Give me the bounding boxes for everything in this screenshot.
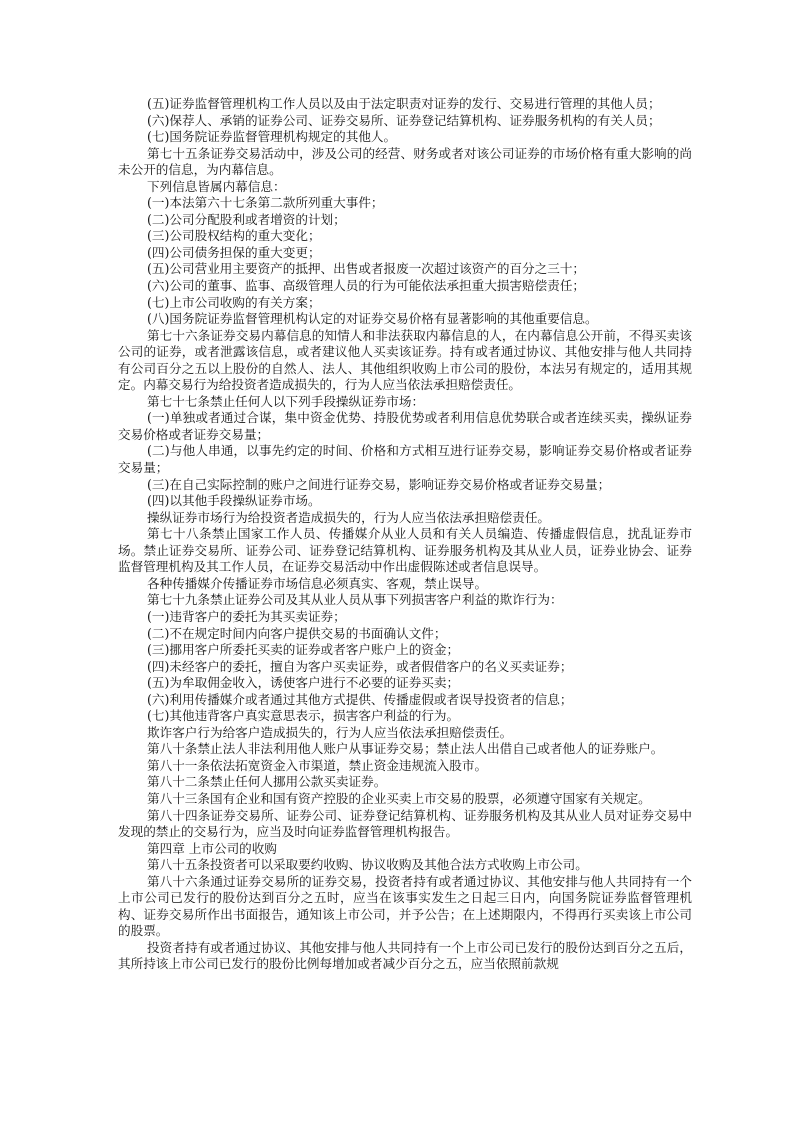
paragraph: 第八十三条国有企业和国有资产控股的企业买卖上市交易的股票，必须遵守国家有关规定。 [147,790,651,806]
paragraph: 投资者持有或者通过协议、其他安排与他人共同持有一个上市公司已发行的股份达到百分之五后，其所持该上市公司已发行的股份比例每增加或者减少百分之五，应当依照前款规 [118,939,692,972]
paragraph: (七)其他违背客户真实意思表示，损害客户利益的行为。 [147,708,460,724]
paragraph: (三)公司股权结构的重大变化； [147,228,321,244]
paragraph: 操纵证券市场行为给投资者造成损失的，行为人应当依法承担赔偿责任。 [147,509,550,525]
paragraph: 第八十二条禁止任何人挪用公款买卖证券。 [147,774,387,790]
paragraph: 第八十一条依法拓宽资金入市渠道，禁止资金违规流入股市。 [147,757,488,773]
paragraph: (二)不在规定时间内向客户提供交易的书面确认文件； [147,625,447,641]
paragraph: (二)公司分配股利或者增资的计划； [147,211,346,227]
paragraph: (五)公司营业用主要资产的抵押、出售或者报废一次超过该资产的百分之三十； [147,261,586,277]
paragraph: (四)以其他手段操纵证券市场。 [147,493,321,509]
paragraph: (一)违背客户的委托为其买卖证券； [147,608,346,624]
paragraph: (六)公司的董事、监事、高级管理人员的行为可能依法承担重大损害赔偿责任； [147,278,586,294]
paragraph: 第八十条禁止法人非法利用他人账户从事证券交易；禁止法人出借自己或者他人的证券账户。 [147,741,664,757]
paragraph: (五)证券监督管理机构工作人员以及由于法定职责对证券的发行、交易进行管理的其他人员； [147,96,661,111]
paragraph: 第八十四条证券交易所、证券公司、证券登记结算机构、证券服务机构及其从业人员对证券交易中发现的禁止的交易行为，应当及时向证券监督管理机构报告。 [118,807,692,840]
paragraph: (七)国务院证券监督管理机构规定的其他人。 [147,129,397,145]
paragraph: (一)单独或者通过合谋，集中资金优势、持股优势或者利用信息优势联合或者连续买卖，操纵证券交易价格或者证券交易量； [118,410,692,442]
paragraph: (三)挪用客户所委托买卖的证券或者客户账户上的资金； [147,642,460,658]
paragraph: (二)与他人串通，以事先约定的时间、价格和方式相互进行证券交易，影响证券交易价格或者证券交易量； [118,443,692,476]
paragraph: (七)上市公司收购的有关方案； [147,294,321,310]
paragraph: 第七十六条证券交易内幕信息的知情人和非法获取内幕信息的人，在内幕信息公开前，不得买卖该公司的证券，或者泄露该信息，或者建议他人买卖该证券。持有或者通过协议、其他安排与他人共同持有公司百分之五以上股份的自然人、法人、其他组织收购上市公司的股份，本法另有规定的，适用其规定。内幕交易行为给投资者造成损失的，行为人应当依法承担赔偿责任。 [118,327,692,393]
paragraph: 欺诈客户行为给客户造成损失的，行为人应当依法承担赔偿责任。 [147,724,513,740]
paragraph: 第七十七条禁止任何人以下列手段操纵证券市场： [147,393,425,409]
paragraph: (六)保荐人、承销的证券公司、证券交易所、证券登记结算机构、证券服务机构的有关人员； [147,112,661,128]
paragraph: (四)公司债务担保的重大变更； [147,244,321,260]
paragraph: (一)本法第六十七条第二款所列重大事件； [147,195,384,211]
paragraph: (四)未经客户的委托，擅自为客户买卖证券，或者假借客户的名义买卖证券； [147,658,573,674]
paragraph: 第四章 上市公司的收购 [147,840,277,856]
paragraph: 第七十八条禁止国家工作人员、传播媒介从业人员和有关人员编造、传播虚假信息，扰乱证券市场。禁止证券交易所、证券公司、证券登记结算机构、证券服务机构及其从业人员，证券业协会、证券监督管理机构及其工作人员，在证券交易活动中作出虚假陈述或者信息误导。 [118,526,692,575]
paragraph: 第八十六条通过证券交易所的证券交易，投资者持有或者通过协议、其他安排与他人共同持有一个上市公司已发行的股份达到百分之五时，应当在该事实发生之日起三日内，向国务院证券监督管理机构、证券交易所作出书面报告，通知该上市公司，并予公告；在上述期限内，不得再行买卖该上市公司的股票。 [118,873,692,939]
document-body [118,96,692,973]
paragraph: 各种传播媒介传播证券市场信息必须真实、客观，禁止误导。 [147,575,488,591]
paragraph: (三)在自己实际控制的账户之间进行证券交易，影响证券交易价格或者证券交易量； [147,476,611,492]
paragraph: 第八十五条投资者可以采取要约收购、协议收购及其他合法方式收购上市公司。 [147,857,588,873]
paragraph: (八)国务院证券监督管理机构认定的对证券交易价格有显著影响的其他重要信息。 [147,311,598,327]
paragraph: (六)利用传播媒介或者通过其他方式提供、传播虚假或者误导投资者的信息； [147,691,573,707]
paragraph: (五)为牟取佣金收入，诱使客户进行不必要的证券买卖； [147,675,460,691]
paragraph: 第七十九条禁止证券公司及其从业人员从事下列损害客户利益的欺诈行为： [147,592,563,608]
paragraph: 下列信息皆属内幕信息： [147,178,286,194]
paragraph: 第七十五条证券交易活动中，涉及公司的经营、财务或者对该公司证券的市场价格有重大影响的尚未公开的信息，为内幕信息。 [118,145,692,178]
